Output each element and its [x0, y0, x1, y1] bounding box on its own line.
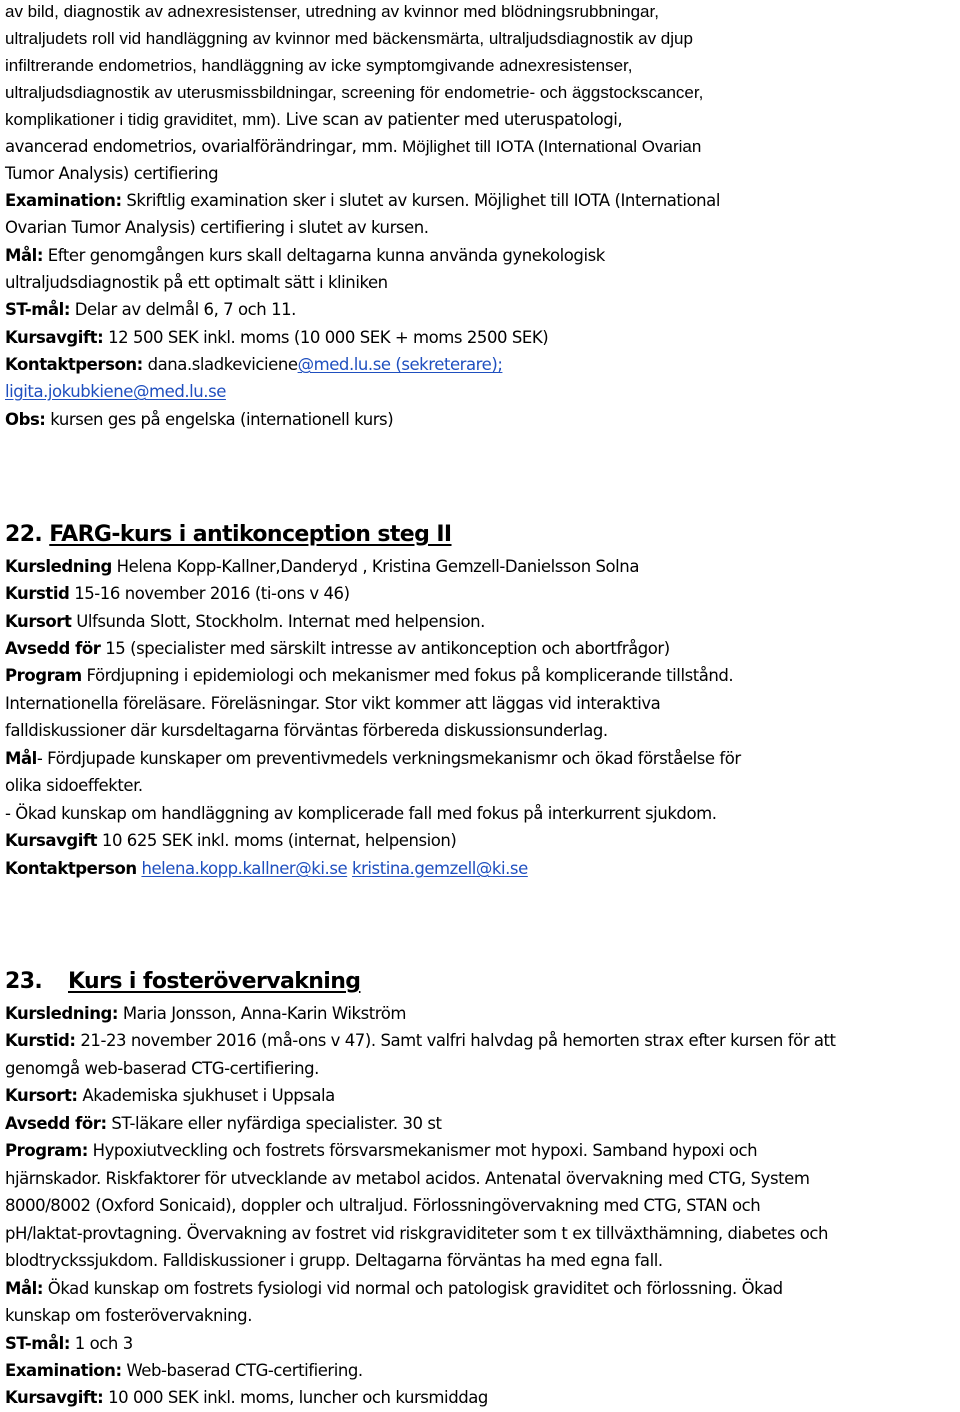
course-place-line: Kursort Ulfsunda Slott, Stockholm. Internat med helpension. — [5, 612, 485, 631]
text-line: blodtryckssjukdom. Falldiskussioner i grupp. Deltagarna förväntas ha med egna fall. — [5, 1251, 663, 1270]
email-link[interactable]: helena.kopp.kallner@ki.se — [141, 859, 348, 878]
st-goal-line: ST-mål: Delar av delmål 6, 7 och 11. — [5, 300, 296, 319]
text-line: 8000/8002 (Oxford Sonicaid), doppler och ultraljud. Förlossningövervakning med CTG, STAN och — [5, 1196, 761, 1215]
text-line: infiltrerande endometrios, handläggning av icke symptomgivande adnexresistenser, — [5, 56, 633, 75]
text-line: Internationella föreläsare. Föreläsningar. Stor vikt kommer att läggas vid interaktiva — [5, 694, 661, 713]
text-line: olika sidoeffekter. — [5, 776, 143, 795]
course-heading: 23. Kurs i fosterövervakning — [5, 969, 361, 994]
contact-line: Kontaktperson helena.kopp.kallner@ki.se kristina.gemzell@ki.se — [5, 859, 528, 878]
course-time-line: Kurstid: 21-23 november 2016 (må-ons v 47). Samt valfri halvdag på hemorten strax efter kursen för att — [5, 1031, 836, 1050]
text-line: Tumor Analysis) certifiering — [5, 164, 219, 183]
text-line: genomgå web-baserad CTG-certifiering. — [5, 1059, 319, 1078]
text-line: falldiskussioner där kursdeltagarna förväntas förbereda diskussionsunderlag. — [5, 721, 608, 740]
contact-line-cont — [5, 378, 226, 405]
program-line: Program Fördjupning i epidemiologi och mekanismer med fokus på komplicerande tillstånd. — [5, 666, 734, 685]
text-line: av bild, diagnostik av adnexresistenser, utredning av kvinnor med blödningsrubbningar, — [5, 2, 659, 21]
course-heading: 22. FARG-kurs i antikonception steg II — [5, 522, 452, 547]
email-link[interactable]: ligita.jokubkiene@med.lu.se — [5, 382, 226, 401]
program-line: Program: Hypoxiutveckling och fostrets försvarsmekanismer mot hypoxi. Samband hypoxi och — [5, 1141, 758, 1160]
text-line: komplikationer i tidig graviditet, mm). Live scan av patienter med uteruspatologi, — [5, 110, 623, 129]
email-link[interactable]: @med.lu.se (sekreterare); — [297, 355, 503, 374]
course-leader-line: Kursledning Helena Kopp-Kallner,Danderyd , Kristina Gemzell-Danielsson Solna — [5, 557, 639, 576]
fee-line: Kursavgift: 12 500 SEK inkl. moms (10 000 SEK + moms 2500 SEK) — [5, 328, 549, 347]
audience-line: Avsedd för: ST-läkare eller nyfärdiga specialister. 30 st — [5, 1114, 442, 1133]
audience-line: Avsedd för 15 (specialister med särskilt intresse av antikonception och abortfrågor) — [5, 639, 670, 658]
text-line: Ovarian Tumor Analysis) certifiering i slutet av kursen. — [5, 218, 429, 237]
text-line: pH/laktat-provtagning. Övervakning av fostret vid riskgraviditeter som t ex tillväxthämning, diabetes och — [5, 1224, 828, 1243]
course-time-line: Kurstid 15-16 november 2016 (ti-ons v 46) — [5, 584, 350, 603]
course-place-line: Kursort: Akademiska sjukhuset i Uppsala — [5, 1086, 335, 1105]
text-line: avancerad endometrios, ovarialförändringar, mm. Möjlighet till IOTA (International Ovarian — [5, 137, 702, 156]
course-leader-line: Kursledning: Maria Jonsson, Anna-Karin Wikström — [5, 1004, 406, 1023]
examination-line: Examination: Skriftlig examination sker i slutet av kursen. Möjlighet till IOTA (International — [5, 191, 720, 210]
contact-line: Kontaktperson: dana.sladkeviciene@med.lu.se (sekreterare); — [5, 355, 503, 374]
fee-line: Kursavgift: 10 000 SEK inkl. moms, luncher och kursmiddag — [5, 1388, 488, 1407]
text-line: - Ökad kunskap om handläggning av komplicerade fall med fokus på interkurrent sjukdom. — [5, 804, 717, 823]
fee-line: Kursavgift 10 625 SEK inkl. moms (internat, helpension) — [5, 831, 457, 850]
note-line: Obs: kursen ges på engelska (internationell kurs) — [5, 410, 394, 429]
examination-line: Examination: Web-baserad CTG-certifiering. — [5, 1361, 363, 1380]
goal-line: Mål: Efter genomgången kurs skall deltagarna kunna använda gynekologisk — [5, 246, 605, 265]
email-link[interactable]: kristina.gemzell@ki.se — [351, 859, 528, 878]
text-line: ultraljudets roll vid handläggning av kvinnor med bäckensmärta, ultraljudsdiagnostik av djup — [5, 29, 693, 48]
goal-line: Mål- Fördjupade kunskaper om preventivmedels verkningsmekanismr och ökad förståelse för — [5, 749, 741, 768]
text-line: ultraljudsdiagnostik av uterusmissbildningar, screening för endometrie- och äggstockscancer, — [5, 83, 704, 102]
goal-line: Mål: Ökad kunskap om fostrets fysiologi vid normal och patologisk graviditet och förlossning. Ökad — [5, 1279, 783, 1298]
text-line: ultraljudsdiagnostik på ett optimalt sätt i kliniken — [5, 273, 388, 292]
st-goal-line: ST-mål: 1 och 3 — [5, 1334, 133, 1353]
text-line: kunskap om fosterövervakning. — [5, 1306, 253, 1325]
text-line: hjärnskador. Riskfaktorer för utvecklande av metabol acidos. Antenatal övervakning med CTG, System — [5, 1169, 810, 1188]
